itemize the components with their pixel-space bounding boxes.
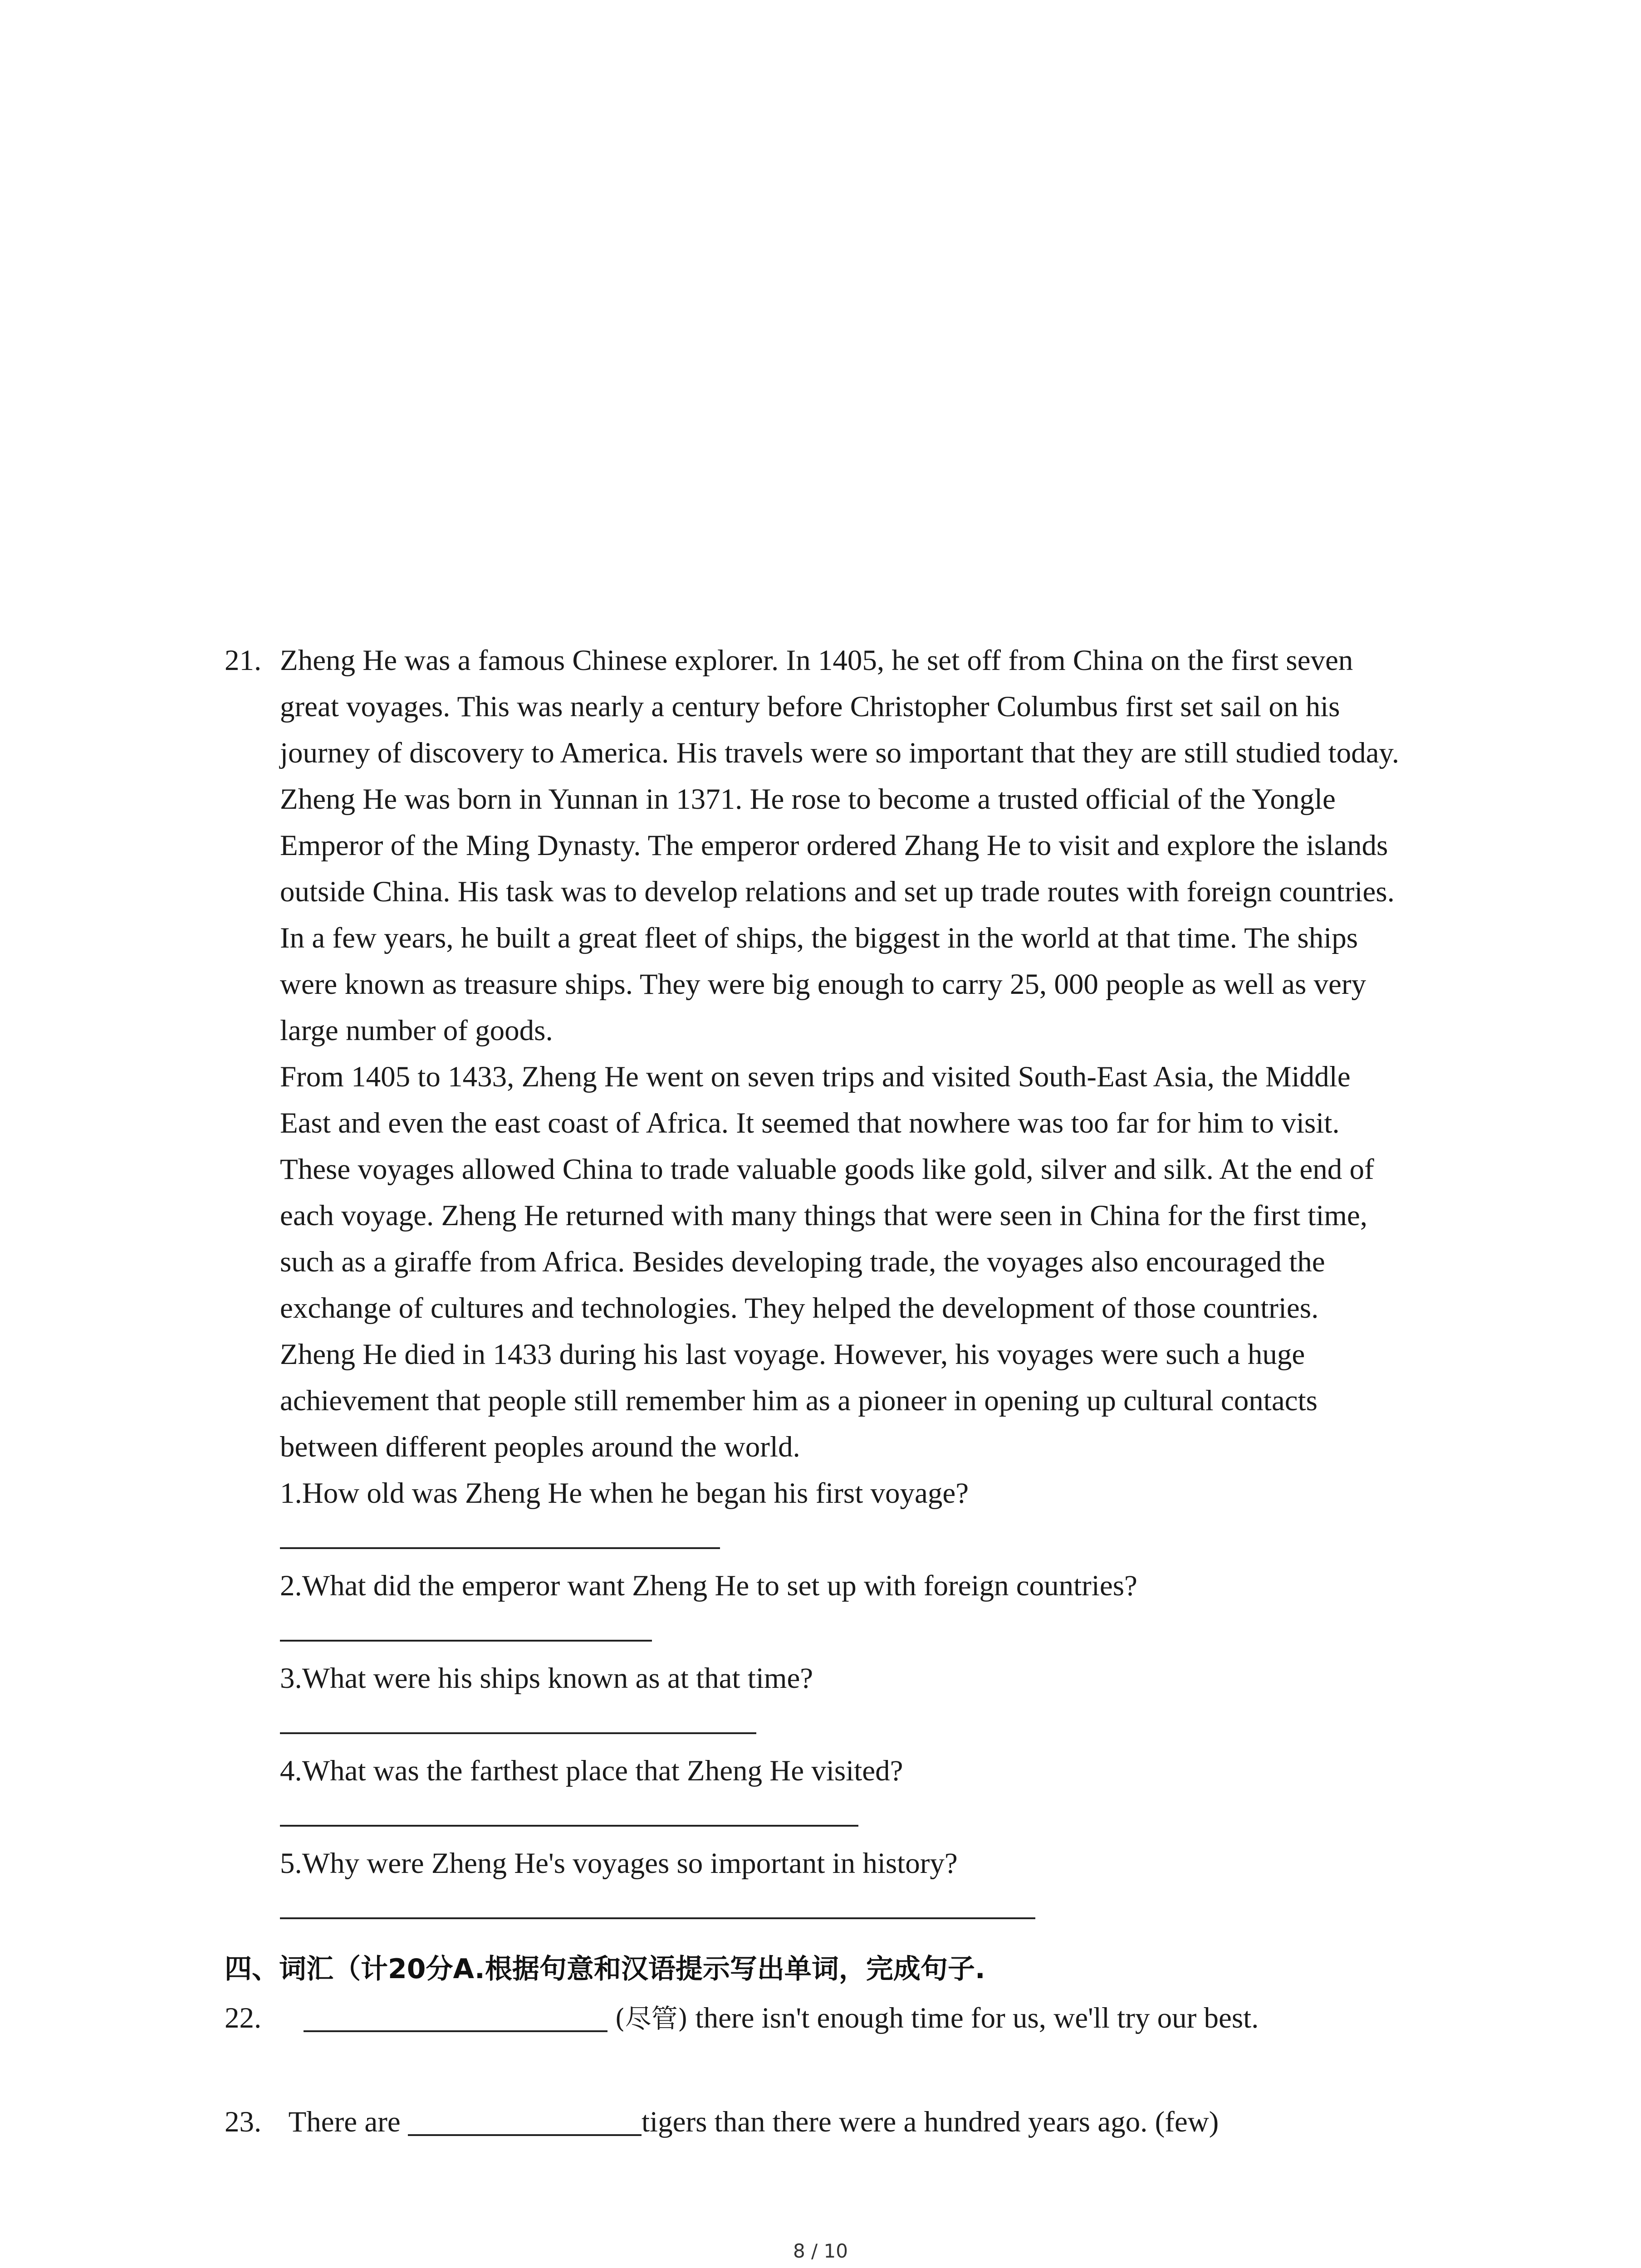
answer-area-1[interactable]	[280, 1516, 1460, 1563]
question-number: 23.	[225, 2106, 262, 2138]
passage-line: Zheng He was a famous Chinese explorer. In 1405, he set off from China on the first seven	[280, 644, 1353, 677]
question-23	[225, 2099, 1219, 2145]
sentence-rest: there isn't enough time for us, we'll try our best.	[688, 2002, 1259, 2034]
sub-question-2: 2.What did the emperor want Zheng He to set up with foreign countries?	[280, 1569, 1137, 1602]
passage-line: Emperor of the Ming Dynasty. The emperor ordered Zhang He to visit and explore the islands	[280, 829, 1388, 862]
question-number: 21.	[225, 644, 262, 677]
sub-question-3: 3.What were his ships known as at that time?	[280, 1662, 813, 1695]
sub-question-4: 4.What was the farthest place that Zheng He visited?	[280, 1755, 903, 1787]
passage-line: journey of discovery to America. His travels were so important that they are still studied today.	[280, 737, 1399, 769]
passage-line: Zheng He was born in Yunnan in 1371. He rose to become a trusted official of the Yongle	[280, 783, 1336, 816]
answer-area-4[interactable]	[280, 1794, 1460, 1840]
answer-area-5[interactable]	[280, 1887, 1460, 1933]
section-title: 四、词汇（计20分A.根据句意和汉语提示写出单词，完成句子.	[225, 1953, 985, 1985]
answer-blank-4[interactable]	[280, 1825, 858, 1827]
passage-line: such as a giraffe from Africa. Besides developing trade, the voyages also encouraged the	[280, 1246, 1325, 1278]
passage-line: achievement that people still remember him as a pioneer in opening up cultural contacts	[280, 1384, 1318, 1417]
passage-line: large number of goods.	[280, 1014, 553, 1047]
passage-line: From 1405 to 1433, Zheng He went on seven trips and visited South-East Asia, the Middle	[280, 1061, 1351, 1093]
passage-line: were known as treasure ships. They were big enough to carry 25, 000 people as well as very	[280, 968, 1367, 1001]
passage-line: East and even the east coast of Africa. It seemed that nowhere was too far for him to visit.	[280, 1107, 1340, 1139]
sentence-end: tigers than there were a hundred years ago. (few)	[641, 2106, 1219, 2138]
sub-question-1: 1.How old was Zheng He when he began his first voyage?	[280, 1477, 969, 1510]
answer-blank-5[interactable]	[280, 1917, 1035, 1919]
question-22	[225, 1995, 1259, 2042]
answer-area-2[interactable]	[280, 1609, 1460, 1655]
sentence-start: There are	[288, 2106, 408, 2138]
answer-blank-2[interactable]	[280, 1640, 652, 1642]
passage-line: Zheng He died in 1433 during his last voyage. However, his voyages were such a huge	[280, 1338, 1305, 1371]
answer-blank-3[interactable]	[280, 1732, 756, 1734]
passage-line: each voyage. Zheng He returned with many things that were seen in China for the first time,	[280, 1199, 1368, 1232]
question-body	[280, 637, 1460, 1933]
passage-line: In a few years, he built a great fleet of ships, the biggest in the world at that time. The ships	[280, 922, 1358, 954]
answer-blank-1[interactable]	[280, 1547, 720, 1549]
page-number: 8 / 10	[793, 2240, 848, 2262]
passage	[280, 637, 1460, 1470]
passage-line: outside China. His task was to develop relations and set up trade routes with foreign countries.	[280, 875, 1395, 908]
sub-question-5: 5.Why were Zheng He's voyages so important in history?	[280, 1847, 958, 1880]
passage-line: exchange of cultures and technologies. They helped the development of those countries.	[280, 1292, 1319, 1325]
fill-blank-23[interactable]	[408, 2102, 642, 2136]
answer-area-3[interactable]	[280, 1701, 1460, 1748]
chinese-hint: (尽管)	[615, 2003, 688, 2034]
question-number: 22.	[225, 2002, 262, 2034]
passage-line: between different peoples around the world.	[280, 1431, 800, 1463]
passage-line: These voyages allowed China to trade valuable goods like gold, silver and silk. At the end of	[280, 1153, 1374, 1186]
fill-blank-22[interactable]	[304, 1999, 607, 2032]
passage-line: great voyages. This was nearly a century before Christopher Columbus first set sail on his	[280, 690, 1340, 723]
